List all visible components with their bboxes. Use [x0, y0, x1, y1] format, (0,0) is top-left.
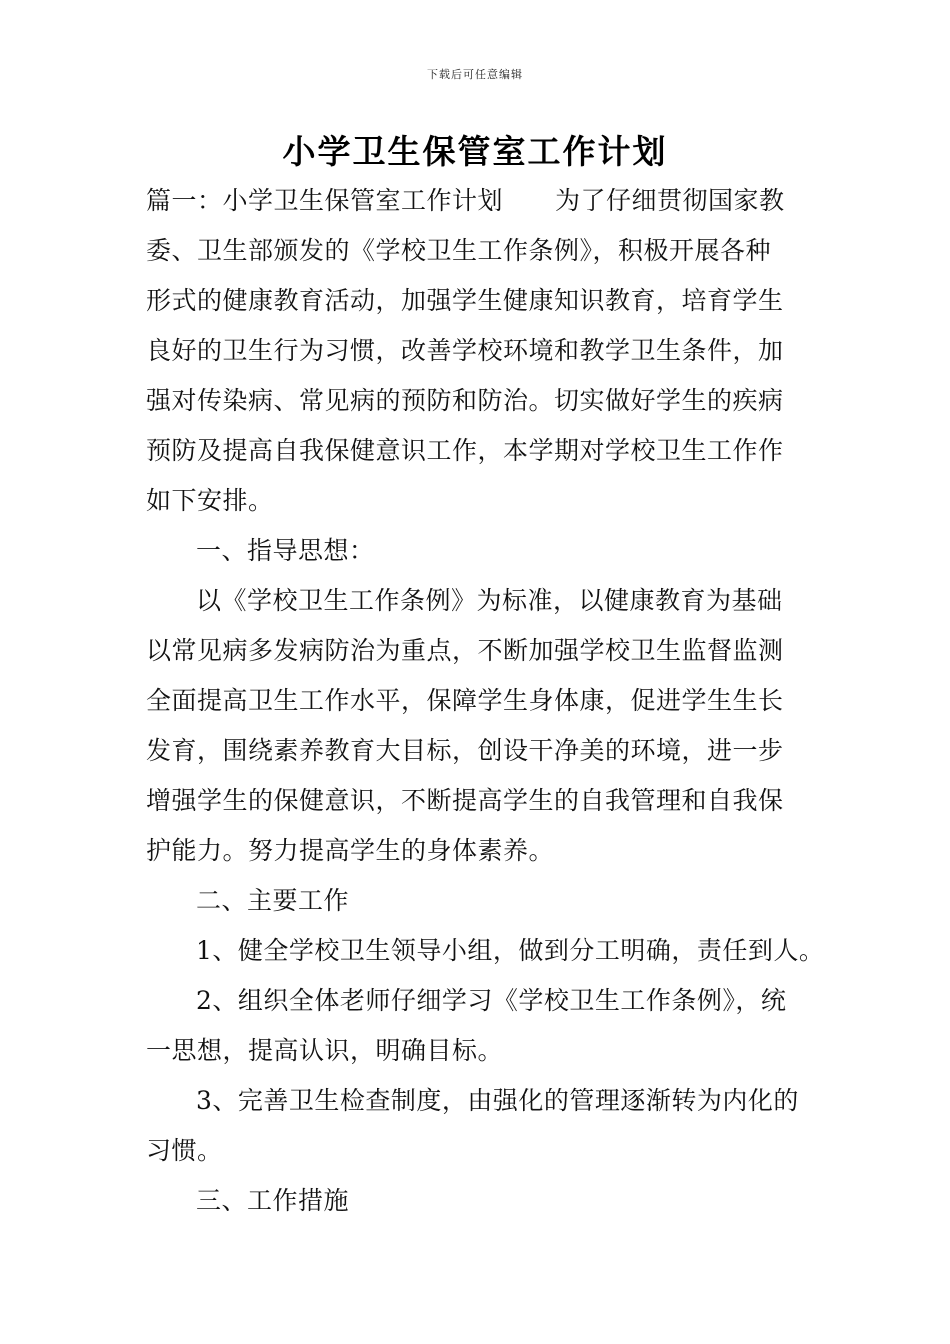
section-2-item-1-line: 1、健全学校卫生领导小组，做到分工明确，责任到人。: [196, 936, 825, 965]
section-2-item-3-line: 习惯。: [146, 1136, 223, 1165]
section-1-line: 发育，围绕素养教育大目标，创设干净美的环境，进一步: [146, 736, 784, 765]
intro-line-1: [146, 176, 811, 226]
header-note: 下载后可任意编辑: [427, 68, 523, 81]
section-1-line: 以常见病多发病防治为重点，不断加强学校卫生监督监测: [146, 636, 784, 665]
intro-line: 良好的卫生行为习惯，改善学校环境和教学卫生条件，加: [146, 336, 784, 365]
section-1-heading: 一、指导思想：: [196, 536, 375, 565]
section-3-heading: 三、工作措施: [196, 1186, 350, 1215]
intro-line: 形式的健康教育活动，加强学生健康知识教育，培育学生: [146, 286, 784, 315]
section-1-line: 全面提高卫生工作水平，保障学生身体康，促进学生生长: [146, 686, 784, 715]
section-2-heading: 二、主要工作: [196, 886, 350, 915]
intro-line: 如下安排。: [146, 486, 274, 515]
intro-line-1-tail: 为了仔细贯彻国家教: [555, 186, 785, 215]
section-1-line: 以《学校卫生工作条例》为标准，以健康教育为基础: [196, 586, 783, 615]
intro-line: 强对传染病、常见病的预防和防治。切实做好学生的疾病: [146, 386, 784, 415]
section-1-line: 护能力。努力提高学生的身体素养。: [146, 836, 555, 865]
intro-line: 委、卫生部颁发的《学校卫生工作条例》，积极开展各种: [146, 236, 772, 265]
intro-line: 预防及提高自我保健意识工作，本学期对学校卫生工作作: [146, 436, 784, 465]
document-title: 小学卫生保管室工作计划: [282, 132, 668, 171]
document-body: [146, 176, 825, 1226]
section-1-line: 增强学生的保健意识，不断提高学生的自我管理和自我保: [146, 786, 784, 815]
section-2-item-3-line: 3、完善卫生检查制度，由强化的管理逐渐转为内化的: [196, 1086, 799, 1115]
section-2-item-2-line: 2、组织全体老师仔细学习《学校卫生工作条例》，统: [196, 986, 787, 1015]
intro-lead: 篇一：小学卫生保管室工作计划: [146, 186, 504, 215]
section-2-item-2-line: 一思想，提高认识，明确目标。: [146, 1036, 504, 1065]
